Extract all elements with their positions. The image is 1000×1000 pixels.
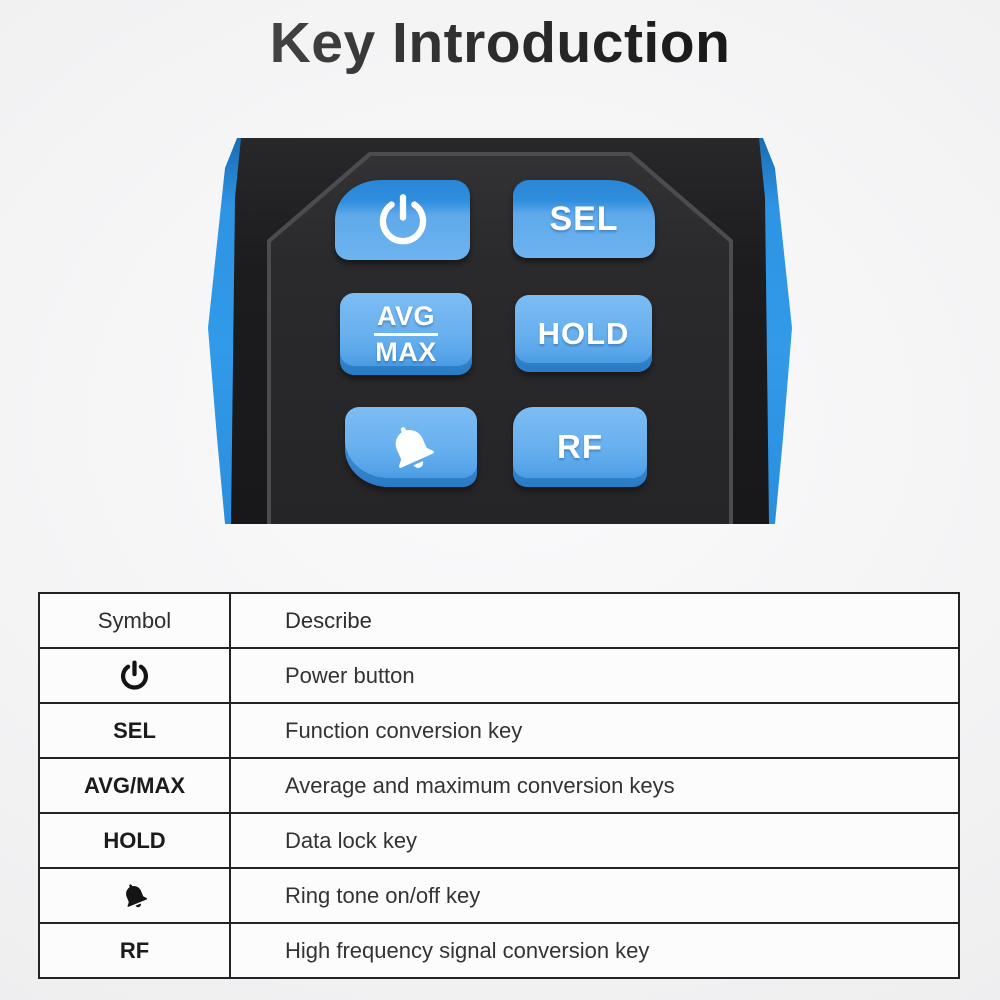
ring-tone-key <box>345 407 477 487</box>
table-row <box>39 648 959 703</box>
table-row <box>39 758 959 813</box>
avg-max-key <box>340 293 472 375</box>
power-key <box>335 180 470 260</box>
page-title: Key Introduction <box>0 10 1000 76</box>
key-table <box>38 592 960 979</box>
describe-cell: Ring tone on/off key <box>230 868 959 923</box>
describe-cell: Power button <box>230 648 959 703</box>
table-row <box>39 813 959 868</box>
avg-label: AVG <box>374 303 438 336</box>
table-row <box>39 703 959 758</box>
symbol-cell: RF <box>39 923 230 978</box>
symbol-cell <box>39 868 230 923</box>
table-row <box>39 868 959 923</box>
describe-cell: Data lock key <box>230 813 959 868</box>
describe-cell: Average and maximum conversion keys <box>230 758 959 813</box>
col-header-symbol: Symbol <box>39 593 230 648</box>
describe-cell: Function conversion key <box>230 703 959 758</box>
symbol-cell: HOLD <box>39 813 230 868</box>
bell-icon <box>114 875 154 915</box>
sel-key <box>513 180 655 258</box>
table-row <box>39 923 959 978</box>
hold-key <box>515 295 652 372</box>
rf-key-label: RF <box>557 428 603 465</box>
symbol-cell: AVG/MAX <box>39 758 230 813</box>
max-label: MAX <box>375 336 437 367</box>
symbol-cell <box>39 648 230 703</box>
power-icon <box>374 191 432 249</box>
sel-key-label: SEL <box>549 199 619 238</box>
table-header-row <box>39 593 959 648</box>
power-icon <box>118 659 151 692</box>
col-header-describe: Describe <box>230 593 959 648</box>
bell-icon <box>374 410 448 484</box>
hold-key-label: HOLD <box>537 315 630 351</box>
rf-key <box>513 407 647 487</box>
device-photo <box>207 138 793 524</box>
symbol-cell: SEL <box>39 703 230 758</box>
describe-cell: High frequency signal conversion key <box>230 923 959 978</box>
avg-max-key-label <box>374 300 438 367</box>
